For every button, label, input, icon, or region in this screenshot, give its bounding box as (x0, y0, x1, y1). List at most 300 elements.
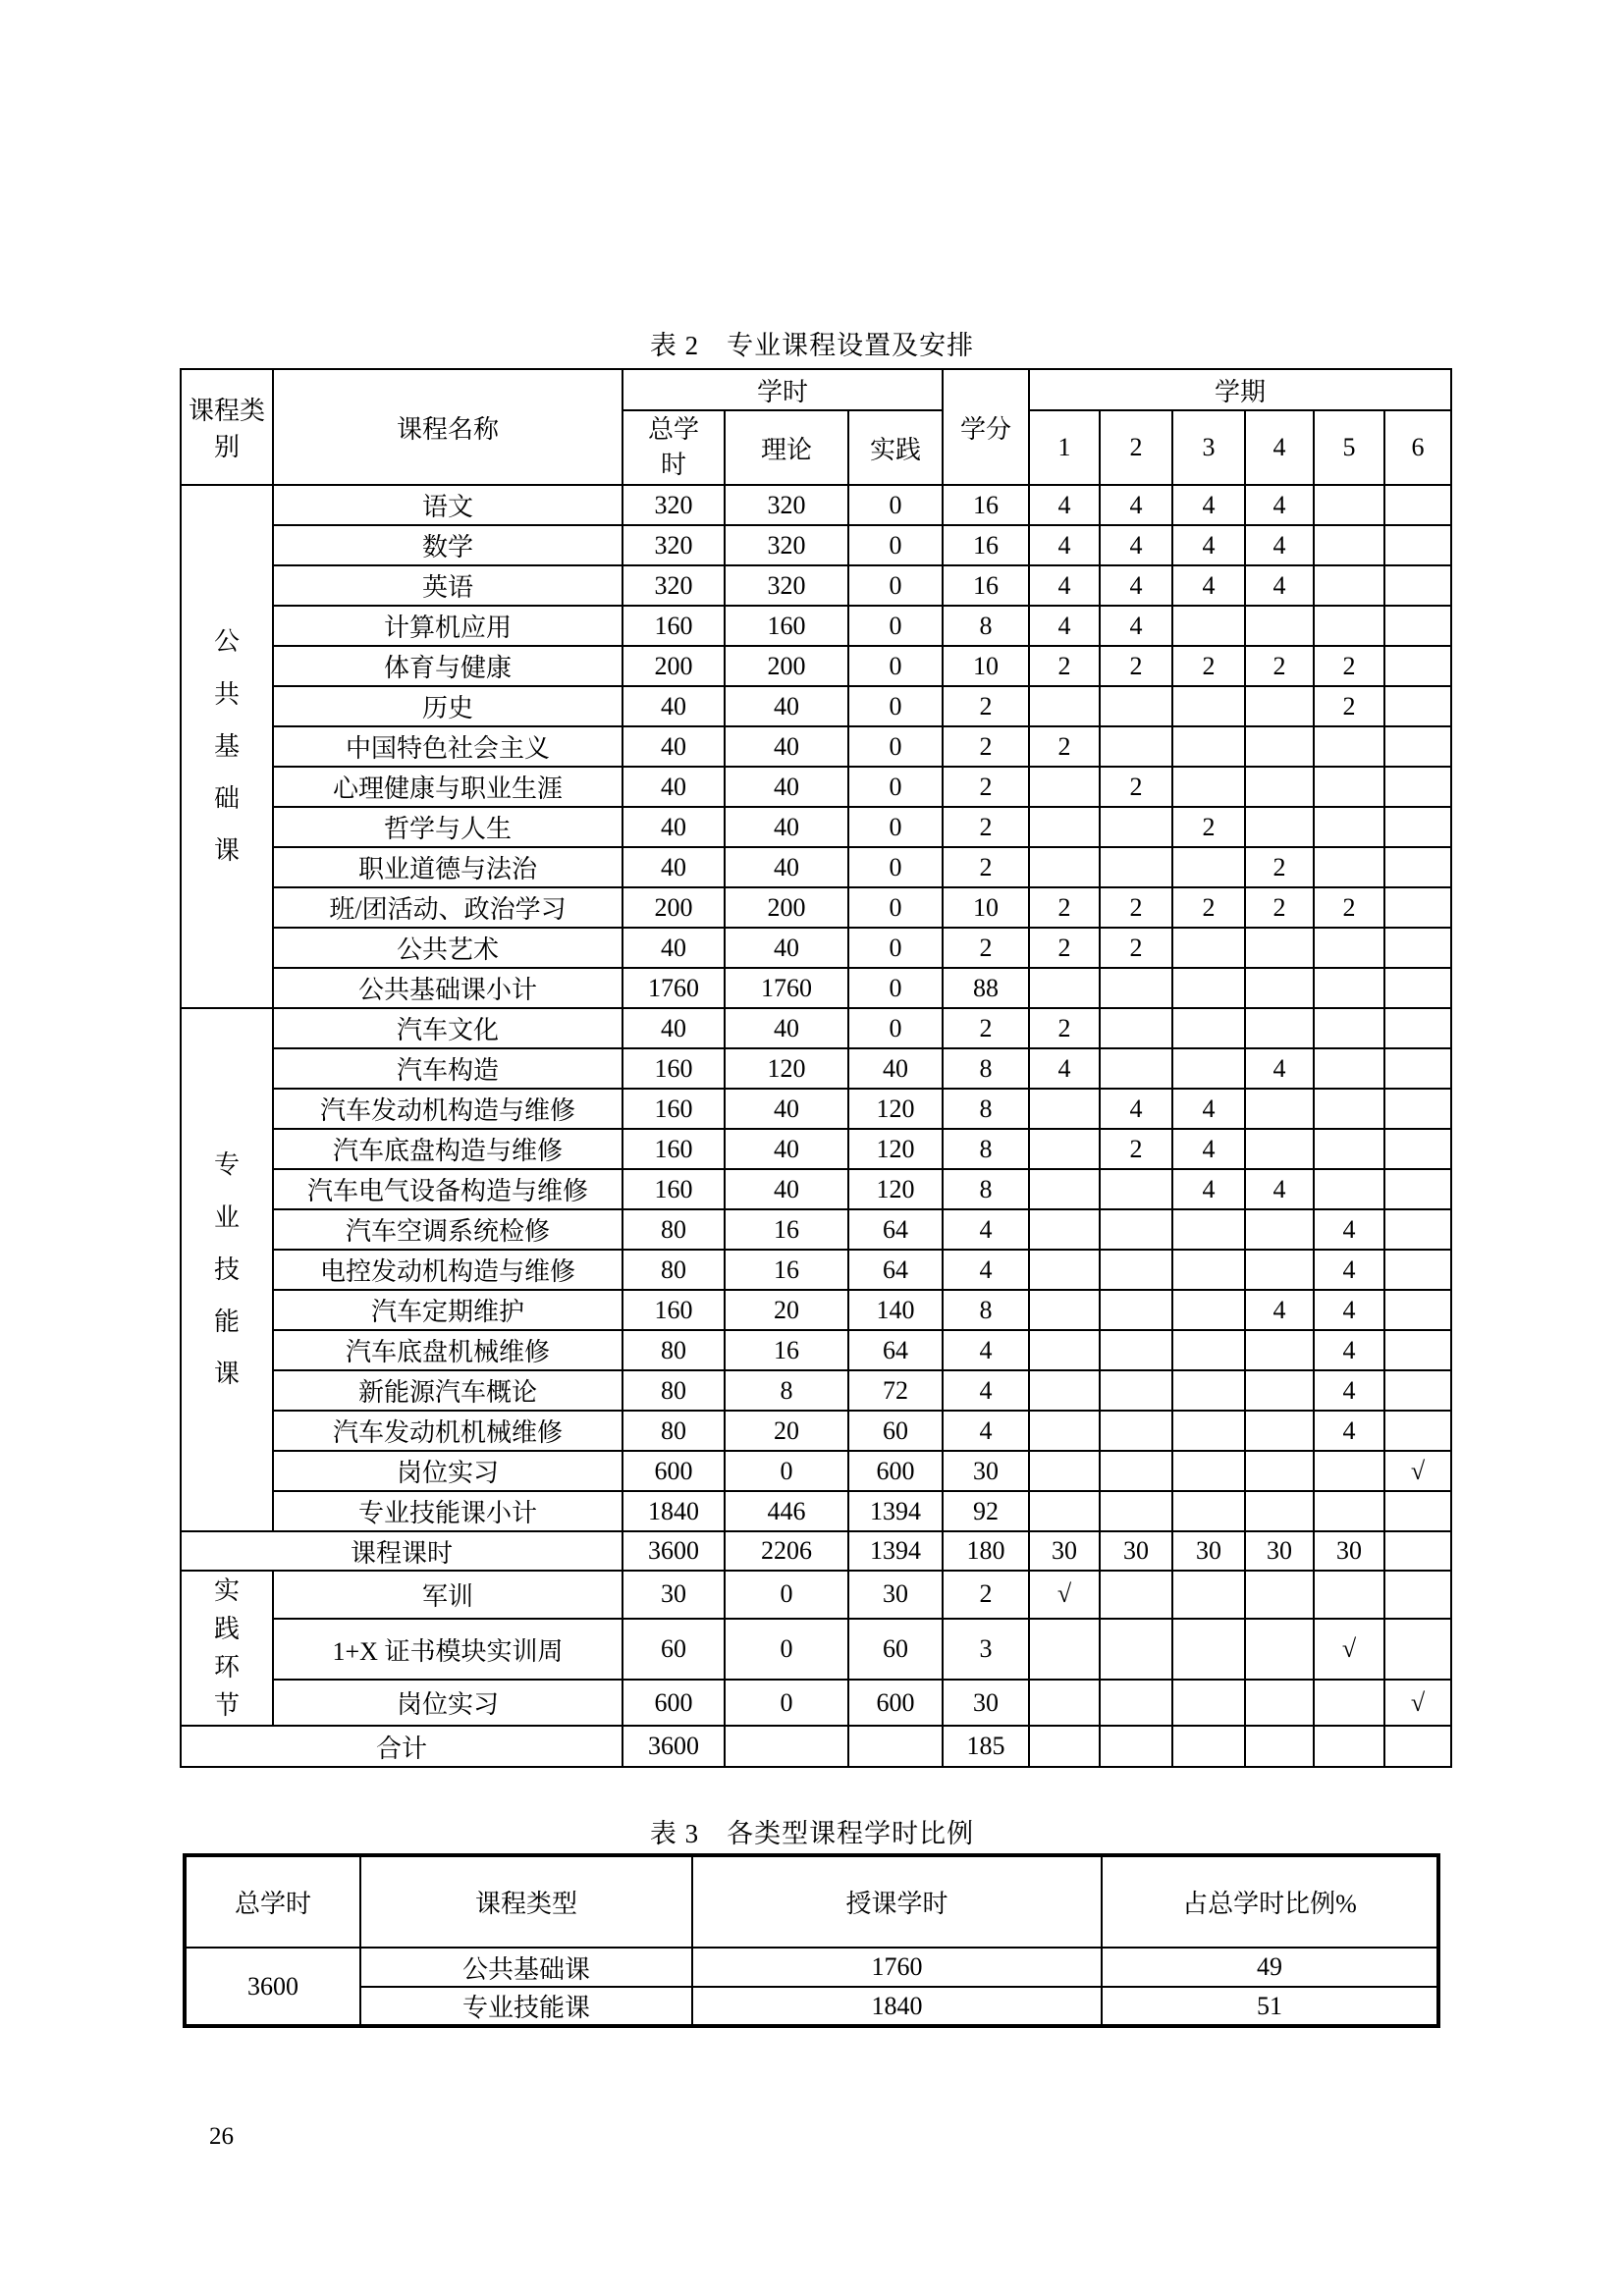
sem-5-cell: 2 (1314, 887, 1384, 928)
sem-4-cell (1245, 1491, 1314, 1531)
theory-hours-cell: 120 (725, 1048, 848, 1089)
sem-3-cell (1172, 1619, 1245, 1681)
theory-hours-cell: 0 (725, 1571, 848, 1619)
sem-4-cell (1245, 1008, 1314, 1048)
ratio-cell: 51 (1102, 1987, 1438, 2026)
table-row (181, 1680, 1451, 1726)
theory-hours-cell: 40 (725, 1008, 848, 1048)
sem-2-cell (1100, 847, 1172, 887)
sem-3-cell: 2 (1172, 887, 1245, 928)
sem-6-cell (1384, 686, 1451, 726)
sem-4-cell (1245, 807, 1314, 847)
sem-4-cell (1245, 1370, 1314, 1411)
sem-4-cell: 30 (1245, 1531, 1314, 1571)
theory-hours-cell: 20 (725, 1290, 848, 1330)
sem-6-cell (1384, 1250, 1451, 1290)
table-row (181, 1048, 1451, 1089)
sem-1-cell (1029, 847, 1100, 887)
course-name-cell: 专业技能课小计 (273, 1491, 623, 1531)
course-name-cell: 英语 (273, 565, 623, 606)
category-professional-skill (181, 1008, 273, 1531)
sem-5-cell (1314, 485, 1384, 525)
total-hours-value: 3600 (185, 1948, 360, 2026)
theory-hours-cell: 200 (725, 887, 848, 928)
sem-2-cell (1100, 1411, 1172, 1451)
credits-cell: 8 (943, 1129, 1029, 1169)
practice-hours-cell: 64 (848, 1250, 943, 1290)
course-name-cell: 计算机应用 (273, 606, 623, 646)
sem-1-cell (1029, 807, 1100, 847)
sem-1-cell (1029, 767, 1100, 807)
credits-cell: 2 (943, 1008, 1029, 1048)
total-hours-cell: 160 (623, 1129, 725, 1169)
sem-4-cell (1245, 1451, 1314, 1491)
theory-hours-cell: 200 (725, 646, 848, 686)
theory-hours-cell: 40 (725, 1129, 848, 1169)
credits-cell: 16 (943, 525, 1029, 565)
course-name-cell: 数学 (273, 525, 623, 565)
header-row-1 (181, 369, 1451, 410)
sem-3-cell (1172, 767, 1245, 807)
practice-hours-cell: 0 (848, 847, 943, 887)
practice-hours-cell: 0 (848, 485, 943, 525)
sem-3-cell (1172, 928, 1245, 968)
theory-hours-cell: 1760 (725, 968, 848, 1008)
practice-hours-cell: 120 (848, 1089, 943, 1129)
credits-cell: 2 (943, 847, 1029, 887)
total-hours-cell: 80 (623, 1411, 725, 1451)
sem-1-cell (1029, 686, 1100, 726)
course-name-cell: 新能源汽车概论 (273, 1370, 623, 1411)
sem-3-cell: 2 (1172, 807, 1245, 847)
sem-3-cell: 4 (1172, 1169, 1245, 1209)
practice-hours-cell: 60 (848, 1619, 943, 1681)
sem-3-cell (1172, 1451, 1245, 1491)
sem-4-cell: 4 (1245, 1169, 1314, 1209)
sem-5-cell (1314, 1048, 1384, 1089)
theory-hours-cell: 160 (725, 606, 848, 646)
sem-6-cell (1384, 1619, 1451, 1681)
sem-5-cell: 4 (1314, 1250, 1384, 1290)
theory-hours-cell: 40 (725, 928, 848, 968)
total-hours-cell: 1840 (623, 1491, 725, 1531)
header-sem-5: 5 (1314, 410, 1384, 485)
sem-5-cell (1314, 767, 1384, 807)
sem-3-cell: 4 (1172, 1129, 1245, 1169)
header-sem-1: 1 (1029, 410, 1100, 485)
sem-5-cell (1314, 847, 1384, 887)
sem-5-cell (1314, 1680, 1384, 1726)
sem-6-cell (1384, 807, 1451, 847)
table-row (181, 887, 1451, 928)
header-teaching-hours: 授课学时 (692, 1855, 1102, 1948)
sem-5-cell: 4 (1314, 1330, 1384, 1370)
sem-1-cell (1029, 1089, 1100, 1129)
sem-3-cell (1172, 686, 1245, 726)
credits-cell: 8 (943, 606, 1029, 646)
category-practice-segment (181, 1571, 273, 1726)
credits-cell: 2 (943, 1571, 1029, 1619)
sem-3-cell: 4 (1172, 485, 1245, 525)
total-hours-cell: 40 (623, 807, 725, 847)
credits-cell: 2 (943, 686, 1029, 726)
ratio-header-row (185, 1855, 1438, 1948)
sem-3-cell: 30 (1172, 1531, 1245, 1571)
sem-5-cell (1314, 1008, 1384, 1048)
ratio-row (185, 1948, 1438, 1987)
course-name-cell: 汽车文化 (273, 1008, 623, 1048)
sem-6-cell: √ (1384, 1451, 1451, 1491)
table-row (181, 1250, 1451, 1290)
table-row-subtotal (181, 1491, 1451, 1531)
sem-3-cell (1172, 1008, 1245, 1048)
sem-4-cell (1245, 606, 1314, 646)
theory-hours-cell: 16 (725, 1209, 848, 1250)
header-course-name: 课程名称 (273, 369, 623, 485)
sem-6-cell (1384, 1330, 1451, 1370)
practice-hours-cell: 0 (848, 767, 943, 807)
table-row (181, 1209, 1451, 1250)
sem-5-cell (1314, 565, 1384, 606)
sem-5-cell (1314, 968, 1384, 1008)
course-name-cell: 汽车底盘机械维修 (273, 1330, 623, 1370)
sem-5-cell: 2 (1314, 686, 1384, 726)
theory-hours-cell: 40 (725, 1169, 848, 1209)
total-hours-cell: 320 (623, 485, 725, 525)
course-type-cell: 专业技能课 (360, 1987, 692, 2026)
sem-4-cell (1245, 1129, 1314, 1169)
sem-4-cell (1245, 1411, 1314, 1451)
teaching-hours-cell: 1760 (692, 1948, 1102, 1987)
credits-cell: 30 (943, 1451, 1029, 1491)
grand-total-label-cell: 合计 (181, 1726, 623, 1767)
theory-hours-cell: 40 (725, 767, 848, 807)
sem-6-cell: √ (1384, 1680, 1451, 1726)
course-name-cell: 汽车定期维护 (273, 1290, 623, 1330)
sem-2-cell: 2 (1100, 928, 1172, 968)
sem-4-cell: 4 (1245, 1048, 1314, 1089)
sem-1-cell (1029, 1491, 1100, 1531)
sem-1-cell (1029, 1250, 1100, 1290)
category-public-basic-label: 公共基础课 (213, 627, 240, 866)
sem-1-cell: 2 (1029, 726, 1100, 767)
theory-hours-cell: 0 (725, 1619, 848, 1681)
sem-1-cell: 30 (1029, 1531, 1100, 1571)
course-name-cell: 电控发动机构造与维修 (273, 1250, 623, 1290)
sem-5-cell: 4 (1314, 1370, 1384, 1411)
sem-2-cell: 4 (1100, 485, 1172, 525)
sem-5-cell (1314, 1726, 1384, 1767)
course-name-cell: 心理健康与职业生涯 (273, 767, 623, 807)
total-hours-cell: 160 (623, 606, 725, 646)
practice-hours-cell: 0 (848, 686, 943, 726)
credits-cell: 8 (943, 1290, 1029, 1330)
sem-6-cell (1384, 606, 1451, 646)
header-sem-3: 3 (1172, 410, 1245, 485)
course-name-cell: 汽车空调系统检修 (273, 1209, 623, 1250)
sem-1-cell: √ (1029, 1571, 1100, 1619)
total-hours-cell: 40 (623, 928, 725, 968)
sem-6-cell (1384, 767, 1451, 807)
sem-4-cell: 2 (1245, 887, 1314, 928)
sem-5-cell: √ (1314, 1619, 1384, 1681)
theory-hours-cell: 320 (725, 525, 848, 565)
sem-6-cell (1384, 1129, 1451, 1169)
table-row (181, 1370, 1451, 1411)
sem-6-cell (1384, 1571, 1451, 1619)
sem-2-cell (1100, 1619, 1172, 1681)
header-semester-group: 学期 (1029, 369, 1451, 410)
practice-hours-cell: 0 (848, 887, 943, 928)
table-row (181, 1290, 1451, 1330)
sem-3-cell: 4 (1172, 565, 1245, 606)
header-sem-2: 2 (1100, 410, 1172, 485)
sem-1-cell (1029, 1209, 1100, 1250)
total-hours-cell: 320 (623, 565, 725, 606)
header-credits: 学分 (943, 369, 1029, 485)
header-theory: 理论 (725, 410, 848, 485)
sem-2-cell (1100, 1290, 1172, 1330)
sem-5-cell: 4 (1314, 1290, 1384, 1330)
sem-4-cell: 2 (1245, 646, 1314, 686)
sem-3-cell: 4 (1172, 525, 1245, 565)
sem-1-cell: 2 (1029, 887, 1100, 928)
sem-4-cell: 4 (1245, 485, 1314, 525)
table-row-subtotal (181, 968, 1451, 1008)
sem-6-cell (1384, 726, 1451, 767)
credits-cell: 8 (943, 1089, 1029, 1129)
total-hours-cell: 320 (623, 525, 725, 565)
course-name-cell: 中国特色社会主义 (273, 726, 623, 767)
course-type-cell: 公共基础课 (360, 1948, 692, 1987)
sem-2-cell: 4 (1100, 606, 1172, 646)
sem-2-cell (1100, 1571, 1172, 1619)
sem-6-cell (1384, 887, 1451, 928)
total-hours-cell: 80 (623, 1209, 725, 1250)
sem-3-cell (1172, 1290, 1245, 1330)
theory-hours-cell: 40 (725, 847, 848, 887)
practice-hours-cell: 0 (848, 1008, 943, 1048)
total-hours-cell: 80 (623, 1330, 725, 1370)
credits-cell: 92 (943, 1491, 1029, 1531)
practice-hours-cell: 0 (848, 928, 943, 968)
sem-4-cell (1245, 1330, 1314, 1370)
header-category: 课程类别 (181, 369, 273, 485)
header-practice: 实践 (848, 410, 943, 485)
credits-cell: 4 (943, 1370, 1029, 1411)
sem-1-cell: 4 (1029, 565, 1100, 606)
course-name-cell: 班/团活动、政治学习 (273, 887, 623, 928)
sem-1-cell (1029, 1680, 1100, 1726)
practice-hours-cell: 0 (848, 726, 943, 767)
sem-2-cell (1100, 1370, 1172, 1411)
sem-3-cell (1172, 726, 1245, 767)
sem-4-cell (1245, 1680, 1314, 1726)
total-hours-cell: 80 (623, 1370, 725, 1411)
sem-6-cell (1384, 1531, 1451, 1571)
course-name-cell: 汽车发动机机械维修 (273, 1411, 623, 1451)
sem-2-cell (1100, 726, 1172, 767)
sem-1-cell (1029, 1129, 1100, 1169)
table-row (181, 1129, 1451, 1169)
table3-title: 表 3 各类型课程学时比例 (649, 1819, 975, 1848)
sem-2-cell (1100, 1048, 1172, 1089)
credits-cell: 4 (943, 1411, 1029, 1451)
sem-5-cell (1314, 1571, 1384, 1619)
sem-4-cell (1245, 928, 1314, 968)
sem-2-cell: 30 (1100, 1531, 1172, 1571)
sem-3-cell (1172, 1571, 1245, 1619)
page-number: 26 (209, 2123, 234, 2150)
table-row (181, 928, 1451, 968)
sem-5-cell (1314, 807, 1384, 847)
table-row (181, 1411, 1451, 1451)
total-hours-cell: 160 (623, 1290, 725, 1330)
sem-4-cell (1245, 767, 1314, 807)
sem-2-cell (1100, 807, 1172, 847)
header-sem-4: 4 (1245, 410, 1314, 485)
sem-6-cell (1384, 485, 1451, 525)
table-row-grand-total (181, 1726, 1451, 1767)
header-total-hours (623, 410, 725, 485)
sem-6-cell (1384, 1089, 1451, 1129)
ratio-cell: 49 (1102, 1948, 1438, 1987)
sem-5-cell (1314, 525, 1384, 565)
sem-2-cell (1100, 1726, 1172, 1767)
sem-3-cell (1172, 1330, 1245, 1370)
sem-1-cell: 4 (1029, 485, 1100, 525)
sem-5-cell (1314, 1089, 1384, 1129)
sem-2-cell (1100, 686, 1172, 726)
table-row (181, 1169, 1451, 1209)
credits-cell: 4 (943, 1330, 1029, 1370)
credits-cell: 3 (943, 1619, 1029, 1681)
credits-cell: 8 (943, 1169, 1029, 1209)
theory-hours-cell: 320 (725, 565, 848, 606)
table-row (181, 646, 1451, 686)
course-name-cell: 汽车发动机构造与维修 (273, 1089, 623, 1129)
sem-1-cell (1029, 1619, 1100, 1681)
table-row (181, 847, 1451, 887)
sem-1-cell: 2 (1029, 928, 1100, 968)
sem-4-cell (1245, 1250, 1314, 1290)
sem-6-cell (1384, 1411, 1451, 1451)
sem-2-cell (1100, 1451, 1172, 1491)
sem-6-cell (1384, 847, 1451, 887)
practice-hours-cell (848, 1726, 943, 1767)
theory-hours-cell: 320 (725, 485, 848, 525)
course-name-cell: 汽车构造 (273, 1048, 623, 1089)
credits-cell: 4 (943, 1209, 1029, 1250)
credits-cell: 10 (943, 646, 1029, 686)
course-name-cell: 历史 (273, 686, 623, 726)
sem-5-cell (1314, 1491, 1384, 1531)
theory-hours-cell (725, 1726, 848, 1767)
course-name-cell: 公共基础课小计 (273, 968, 623, 1008)
total-hours-cell: 30 (623, 1571, 725, 1619)
practice-hours-cell: 0 (848, 565, 943, 606)
table-row (181, 565, 1451, 606)
sem-2-cell (1100, 1209, 1172, 1250)
sem-2-cell (1100, 1250, 1172, 1290)
sem-3-cell (1172, 1491, 1245, 1531)
sem-2-cell: 2 (1100, 646, 1172, 686)
sem-1-cell (1029, 1290, 1100, 1330)
course-name-cell: 军训 (273, 1571, 623, 1619)
sem-6-cell (1384, 1370, 1451, 1411)
course-name-cell: 1+X 证书模块实训周 (273, 1619, 623, 1681)
total-hours-cell: 3600 (623, 1531, 725, 1571)
theory-hours-cell: 40 (725, 807, 848, 847)
sem-4-cell (1245, 686, 1314, 726)
table-row (181, 1330, 1451, 1370)
sem-2-cell: 2 (1100, 1129, 1172, 1169)
sem-2-cell: 2 (1100, 767, 1172, 807)
credits-cell: 30 (943, 1680, 1029, 1726)
course-name-cell: 岗位实习 (273, 1680, 623, 1726)
practice-hours-cell: 40 (848, 1048, 943, 1089)
sem-5-cell: 30 (1314, 1531, 1384, 1571)
sem-3-cell (1172, 1411, 1245, 1451)
practice-hours-cell: 0 (848, 807, 943, 847)
sem-1-cell (1029, 1726, 1100, 1767)
theory-hours-cell: 16 (725, 1330, 848, 1370)
total-hours-cell: 3600 (623, 1726, 725, 1767)
sem-1-cell (1029, 968, 1100, 1008)
sem-3-cell (1172, 1370, 1245, 1411)
course-name-cell: 体育与健康 (273, 646, 623, 686)
header-ratio: 占总学时比例% (1102, 1855, 1438, 1948)
category-public-basic (181, 485, 273, 1008)
sem-3-cell (1172, 1726, 1245, 1767)
course-name-cell: 岗位实习 (273, 1451, 623, 1491)
sem-2-cell: 4 (1100, 1089, 1172, 1129)
practice-hours-cell: 600 (848, 1451, 943, 1491)
credits-cell: 2 (943, 767, 1029, 807)
sem-3-cell (1172, 606, 1245, 646)
table-row (181, 606, 1451, 646)
practice-hours-cell: 0 (848, 525, 943, 565)
sem-3-cell (1172, 1048, 1245, 1089)
total-hours-cell: 40 (623, 726, 725, 767)
total-hours-cell: 1760 (623, 968, 725, 1008)
sem-1-cell: 4 (1029, 606, 1100, 646)
sem-4-cell: 4 (1245, 1290, 1314, 1330)
practice-hours-cell: 120 (848, 1129, 943, 1169)
theory-hours-cell: 40 (725, 726, 848, 767)
credits-cell: 4 (943, 1250, 1029, 1290)
table-row (181, 1008, 1451, 1048)
table-row (181, 485, 1451, 525)
credits-cell: 2 (943, 807, 1029, 847)
table-row (181, 726, 1451, 767)
total-hours-cell: 160 (623, 1089, 725, 1129)
sem-1-cell (1029, 1169, 1100, 1209)
table-row (181, 1089, 1451, 1129)
credits-cell: 180 (943, 1531, 1029, 1571)
theory-hours-cell: 16 (725, 1250, 848, 1290)
table-row (181, 1571, 1451, 1619)
total-hours-cell: 60 (623, 1619, 725, 1681)
table-row (181, 1451, 1451, 1491)
sem-3-cell: 4 (1172, 1089, 1245, 1129)
theory-hours-cell: 0 (725, 1451, 848, 1491)
sem-2-cell (1100, 1680, 1172, 1726)
category-professional-skill-label: 专业技能课 (213, 1150, 240, 1389)
practice-hours-cell: 0 (848, 968, 943, 1008)
sem-2-cell (1100, 1330, 1172, 1370)
table2-title: 表 2 专业课程设置及安排 (649, 331, 975, 360)
